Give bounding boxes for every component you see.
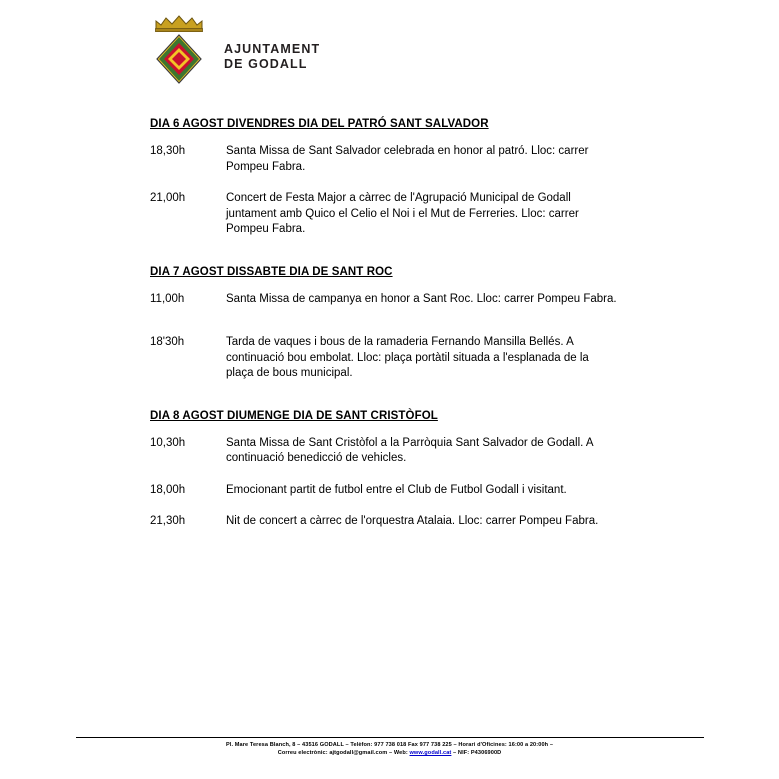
day-block bbox=[150, 410, 629, 530]
document-header bbox=[0, 0, 779, 92]
event-time: 18,30h bbox=[150, 145, 186, 157]
day-title: DIA 7 AGOST DISSABTE DIA DE SANT ROC bbox=[150, 265, 393, 278]
footer-divider bbox=[76, 737, 704, 738]
event-row bbox=[150, 191, 629, 238]
footer-contact-suffix: – NIF: P4306900D bbox=[451, 750, 502, 756]
shield-icon bbox=[156, 34, 202, 84]
day-block bbox=[150, 266, 629, 382]
event-description: Emocionant partit de futbol entre el Club de Futbol Godall i visitant. bbox=[226, 483, 567, 496]
org-line-1: AJUNTAMENT bbox=[224, 42, 321, 56]
footer-contact-prefix: Correu electrònic: ajtgodall@gmail.com – Web: bbox=[277, 750, 410, 756]
event-description: Santa Missa de Sant Cristòfol a la Parròquia Sant Salvador de Godall. A continuació benedicció de vehicles. bbox=[226, 436, 593, 464]
event-time: 18'30h bbox=[150, 336, 185, 348]
event-time: 21,30h bbox=[150, 515, 186, 527]
event-row bbox=[150, 436, 629, 467]
day-block bbox=[150, 118, 629, 238]
event-row bbox=[150, 335, 629, 382]
event-description: Santa Missa de Sant Salvador celebrada en honor al patró. Lloc: carrer Pompeu Fabra. bbox=[226, 145, 589, 173]
footer-contact-line bbox=[0, 749, 779, 757]
event-row bbox=[150, 292, 629, 308]
event-time: 11,00h bbox=[150, 292, 185, 305]
footer-address-line: Pl. Mare Teresa Blanch, 8 – 43516 GODALL – Telèfon: 977 738 018 Fax 977 738 225 – Horari d'Oficines: 16:00 a 20:00h – bbox=[225, 742, 554, 748]
godall-coat-of-arms-icon bbox=[148, 10, 210, 86]
event-description: Concert de Festa Major a càrrec de l'Agrupació Municipal de Godall juntament amb Quico el Celio el Noi i el Mut de Ferreries. Lloc: carrer Pompeu Fabra. bbox=[226, 192, 579, 235]
event-row bbox=[150, 144, 629, 175]
program-content bbox=[0, 92, 779, 530]
event-description: Santa Missa de campanya en honor a Sant Roc. Lloc: carrer Pompeu Fabra. bbox=[226, 292, 617, 305]
crown-icon bbox=[154, 12, 204, 32]
event-row bbox=[150, 514, 629, 530]
organization-name bbox=[224, 10, 320, 72]
day-title: DIA 8 AGOST DIUMENGE DIA DE SANT CRISTÒFOL bbox=[150, 409, 438, 422]
day-title: DIA 6 AGOST DIVENDRES DIA DEL PATRÓ SANT SALVADOR bbox=[150, 118, 489, 130]
document-footer bbox=[0, 737, 779, 757]
event-time: 21,00h bbox=[150, 192, 186, 204]
org-line-2: DE GODALL bbox=[224, 57, 308, 71]
event-description: Tarda de vaques i bous de la ramaderia Fernando Mansilla Bellés. A continuació bou embolat. Lloc: plaça portàtil situada a l'esplanada de la plaça de bous municipal. bbox=[226, 336, 589, 379]
event-time: 18,00h bbox=[150, 483, 186, 496]
website-link[interactable]: www.godall.cat bbox=[409, 750, 452, 756]
event-description: Nit de concert a càrrec de l'orquestra Atalaia. Lloc: carrer Pompeu Fabra. bbox=[226, 515, 599, 527]
event-time: 10,30h bbox=[150, 436, 186, 449]
event-row bbox=[150, 483, 629, 499]
